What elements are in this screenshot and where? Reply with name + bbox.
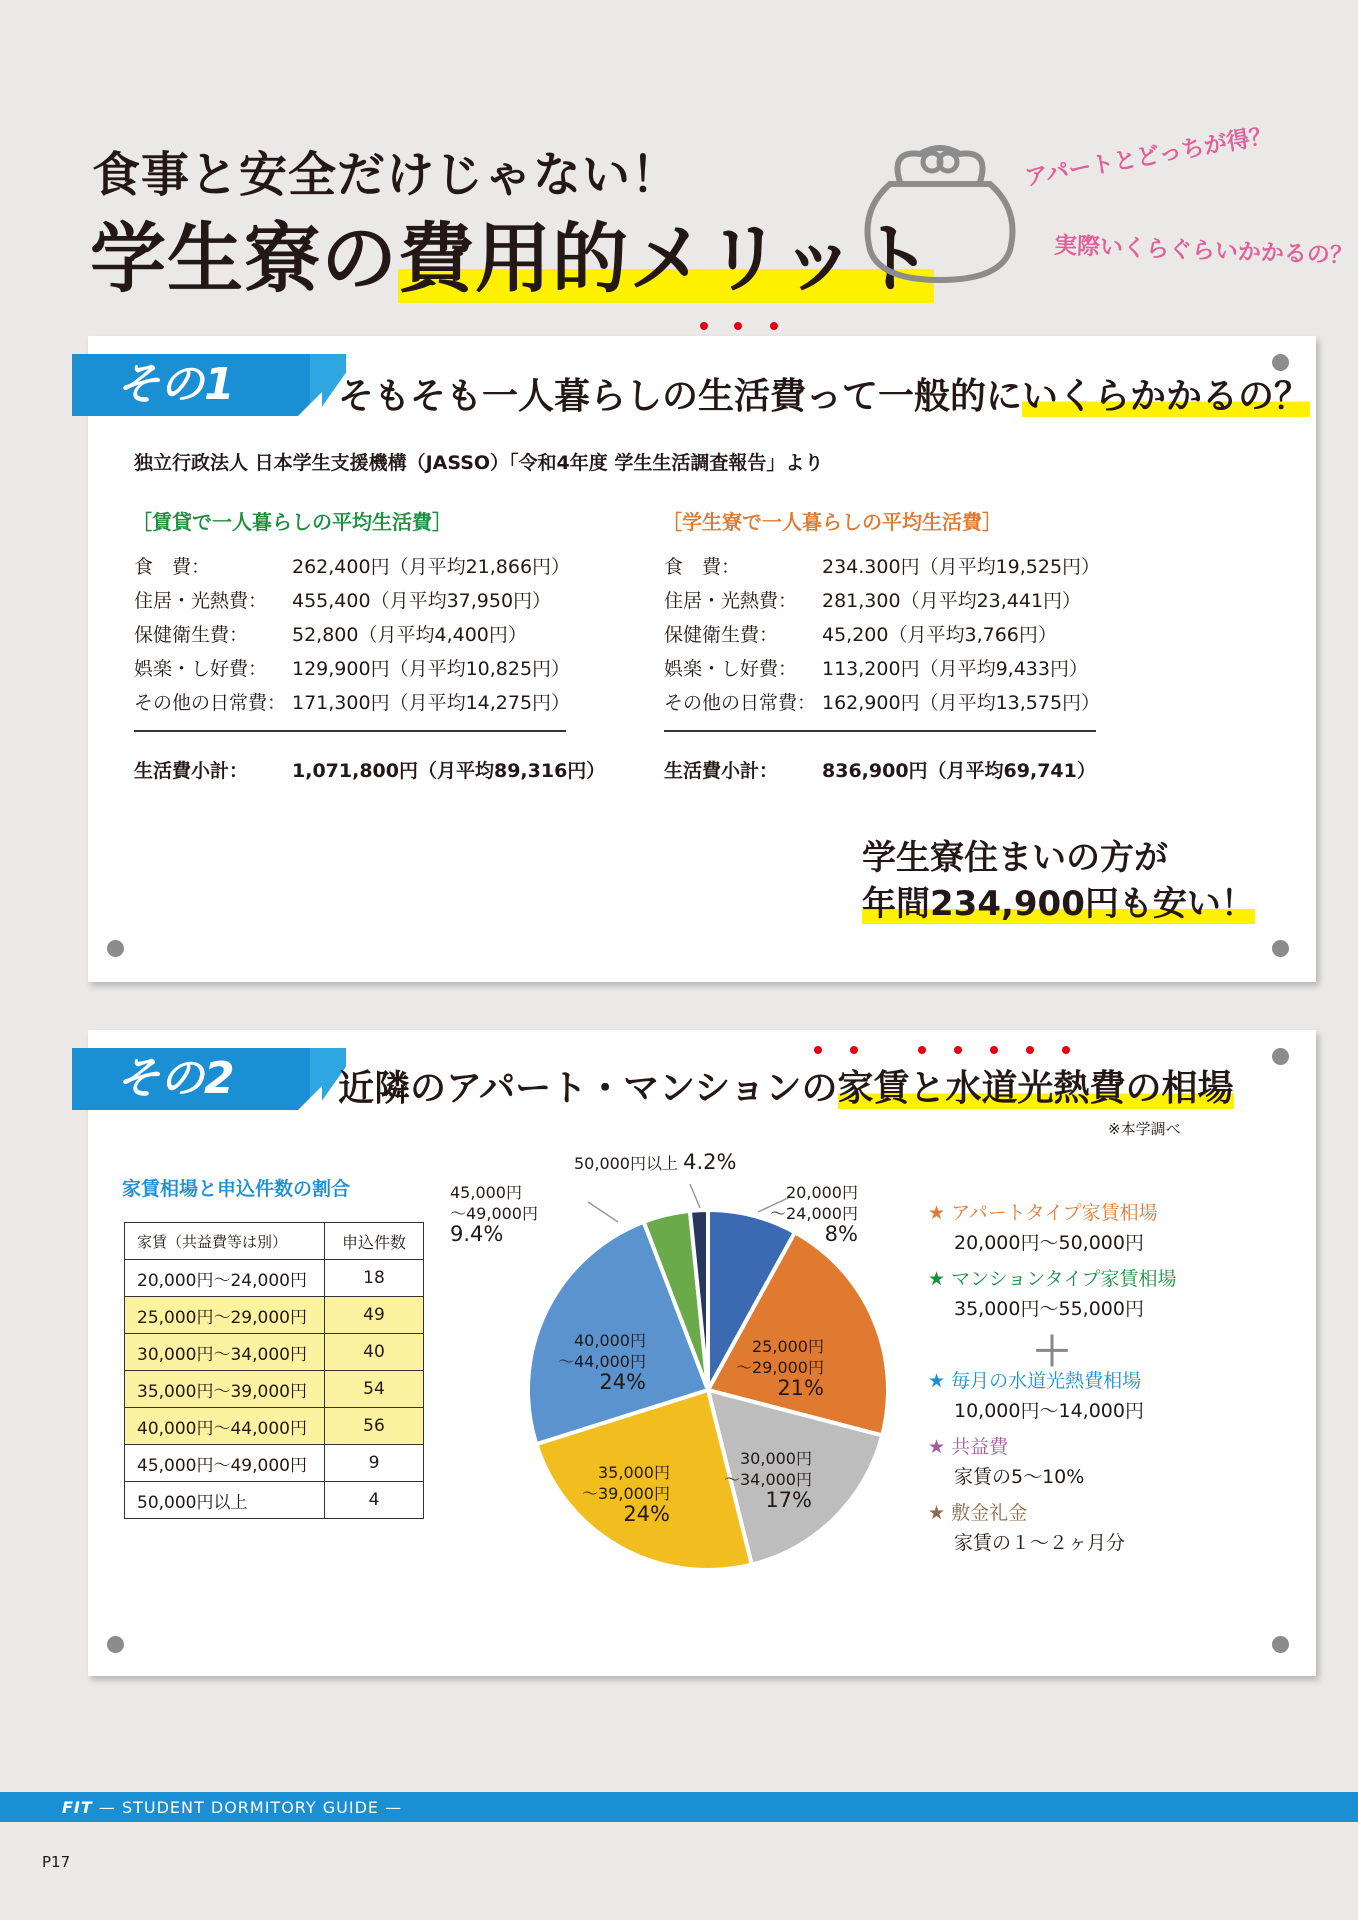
- rental-total: 生活費小計： 1,071,800円（月平均89,316円）: [134, 760, 606, 782]
- pin-icon: [1272, 1048, 1289, 1065]
- pin-icon: [1272, 940, 1289, 957]
- legend-common-fee-value: 家賃の5〜10%: [954, 1466, 1085, 1488]
- table-row: 25,000円〜29,000円 49: [125, 1297, 424, 1334]
- rental-row: 食 費： 262,400円（月平均21,866円）: [134, 556, 571, 578]
- rental-row: 保健衛生費： 52,800（月平均4,400円）: [134, 624, 527, 646]
- section2-title: [338, 1060, 1234, 1111]
- section1-title-highlight: いくらかかるの？: [1022, 376, 1311, 417]
- pie-leader-line: [588, 1202, 618, 1222]
- survey-note: ※本学調べ: [1108, 1120, 1181, 1138]
- pie-label-45k: 45,000円 〜49,000円 9.4%: [450, 1183, 538, 1246]
- dorm-row: 食 費： 234.300円（月平均19,525円）: [664, 556, 1101, 578]
- legend-deposit: ★ 敷金礼金: [928, 1502, 1028, 1524]
- pie-leader-line: [690, 1184, 700, 1208]
- section2-tag: その2: [72, 1048, 310, 1110]
- dorm-total: 生活費小計： 836,900円（月平均69,741）: [664, 760, 1096, 782]
- section2-title-plain: 近隣のアパート・マンションの: [338, 1068, 838, 1109]
- table-row: 45,000円〜49,000円 9: [125, 1445, 424, 1482]
- table-row: 30,000円〜34,000円 40: [125, 1334, 424, 1371]
- saving-line2: 年間234,900円も安い！: [862, 884, 1255, 924]
- rental-row: 住居・光熱費： 455,400（月平均37,950円）: [134, 590, 552, 612]
- emphasis-dot: [918, 1046, 926, 1054]
- coin-purse-icon: [860, 140, 1020, 290]
- rental-row: 娯楽・し好費： 129,900円（月平均10,825円）: [134, 658, 571, 680]
- header-title: [90, 198, 934, 307]
- emphasis-dot: [850, 1046, 858, 1054]
- question-bubble-1: アパートとどっちが得？: [1023, 122, 1275, 192]
- pie-label-50k: 50,000円以上 4.2%: [574, 1150, 737, 1174]
- dorm-row: 娯楽・し好費： 113,200円（月平均9,433円）: [664, 658, 1088, 680]
- data-source: 独立行政法人 日本学生支援機構（JASSO）「令和4年度 学生生活調査報告」より: [134, 452, 824, 474]
- table-header-row: [125, 1223, 424, 1260]
- pin-icon: [107, 1636, 124, 1653]
- section1-panel: [88, 336, 1316, 982]
- emphasis-dot: [954, 1046, 962, 1054]
- question-bubble-2: 実際いくらぐらいかかるの？: [1053, 232, 1354, 270]
- pie-label-40k: 40,000円 〜44,000円 24%: [558, 1331, 646, 1394]
- header-title-highlight: 費用的メリット: [398, 214, 934, 303]
- divider: [134, 730, 566, 732]
- emphasis-dot: [734, 322, 742, 330]
- table-row: 40,000円〜44,000円 56: [125, 1408, 424, 1445]
- pie-label-35k: 35,000円 〜39,000円 24%: [582, 1463, 670, 1526]
- dorm-row: その他の日常費： 162,900円（月平均13,575円）: [664, 692, 1101, 714]
- saving-line1: 学生寮住まいの方が: [862, 838, 1168, 878]
- legend-apartment: ★ アパートタイプ家賃相場: [928, 1202, 1158, 1224]
- rental-heading: ［賃貸で一人暮らしの平均生活費］: [132, 510, 452, 534]
- section1-tag: その1: [72, 354, 310, 416]
- legend-mansion: ★ マンションタイプ家賃相場: [928, 1268, 1177, 1290]
- section2-panel: [88, 1030, 1316, 1676]
- legend-common-fee: ★ 共益費: [928, 1436, 1009, 1458]
- table-title: 家賃相場と申込件数の割合: [122, 1178, 351, 1200]
- emphasis-dot: [1026, 1046, 1034, 1054]
- header-title-plain: 学生寮の: [90, 214, 398, 303]
- table-row: 35,000円〜39,000円 54: [125, 1371, 424, 1408]
- legend-utilities: ★ 毎月の水道光熱費相場: [928, 1370, 1142, 1392]
- table-header-cell: 家賃（共益費等は別）: [125, 1223, 325, 1260]
- section1-title: [338, 368, 1310, 419]
- table-header-cell: 申込件数: [325, 1223, 424, 1260]
- legend-apartment-value: 20,000円〜50,000円: [954, 1232, 1144, 1254]
- emphasis-dot: [700, 322, 708, 330]
- page-number: P17: [42, 1853, 71, 1871]
- pie-label-25k: 25,000円 〜29,000円 21%: [736, 1337, 824, 1400]
- dorm-heading: ［学生寮で一人暮らしの平均生活費］: [662, 510, 1002, 534]
- legend-mansion-value: 35,000円〜55,000円: [954, 1298, 1144, 1320]
- pin-icon: [107, 940, 124, 957]
- emphasis-dot: [814, 1046, 822, 1054]
- emphasis-dot: [990, 1046, 998, 1054]
- table-row: 20,000円〜24,000円 18: [125, 1260, 424, 1297]
- emphasis-dot: [1062, 1046, 1070, 1054]
- footer-text: FIT — STUDENT DORMITORY GUIDE —: [62, 1798, 403, 1817]
- legend-deposit-value: 家賃の１〜２ヶ月分: [954, 1532, 1126, 1554]
- section2-title-highlight: 家賃と水道光熱費の相場: [837, 1068, 1234, 1109]
- pie-label-20k: 20,000円 〜24,000円 8%: [770, 1183, 858, 1246]
- dorm-row: 住居・光熱費： 281,300（月平均23,441円）: [664, 590, 1082, 612]
- rent-table: [124, 1222, 424, 1519]
- divider: [664, 730, 1096, 732]
- section1-title-plain: そもそも一人暮らしの生活費って一般的に: [338, 376, 1023, 417]
- table-row: 50,000円以上 4: [125, 1482, 424, 1519]
- dorm-row: 保健衛生費： 45,200（月平均3,766円）: [664, 624, 1057, 646]
- pie-label-30k: 30,000円 〜34,000円 17%: [724, 1449, 812, 1512]
- pin-icon: [1272, 1636, 1289, 1653]
- header-subtitle: 食事と安全だけじゃない！: [92, 147, 681, 203]
- emphasis-dot: [770, 322, 778, 330]
- plus-icon: ＋: [1032, 1329, 1072, 1375]
- rental-row: その他の日常費： 171,300円（月平均14,275円）: [134, 692, 571, 714]
- legend-utilities-value: 10,000円〜14,000円: [954, 1400, 1144, 1422]
